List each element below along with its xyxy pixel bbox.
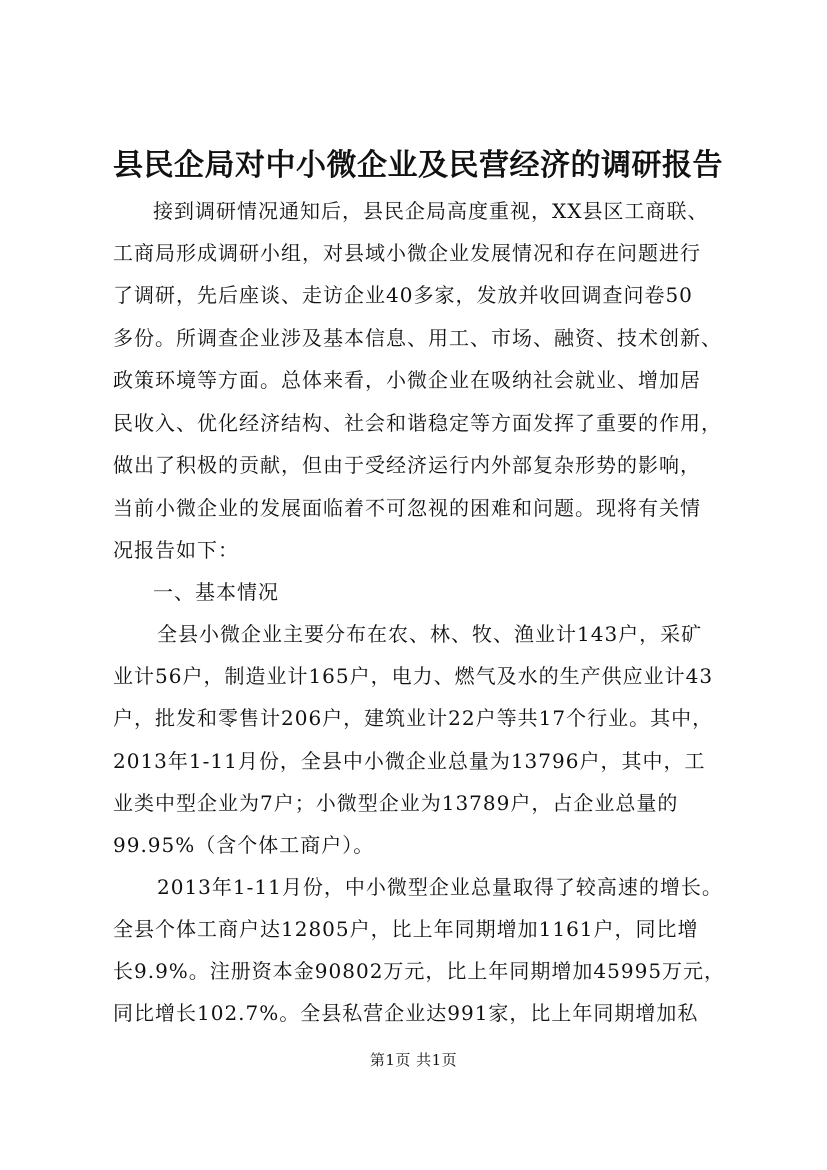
body-line: 全县个体工商户达12805户，比上年同期增加1161户，同比增 xyxy=(113,917,699,941)
body-line: 政策环境等方面。总体来看，小微企业在吸纳社会就业、增加居 xyxy=(113,368,701,392)
body-line: 当前小微企业的发展面临着不可忽视的困难和问题。现将有关情 xyxy=(113,496,701,520)
body-line: 2013年1-11月份，全县中小微企业总量为13796户，其中，工 xyxy=(113,749,706,773)
body-line: 2013年1-11月份，中小微型企业总量取得了较高速的增长。 xyxy=(157,875,723,899)
body-line: 同比增长102.7%。全县私营企业达991家，比上年同期增加私 xyxy=(113,1001,699,1025)
body-line: 了调研，先后座谈、走访企业40多家，发放并收回调查问卷50 xyxy=(113,283,693,307)
body-line: 接到调研情况通知后，县民企局高度重视，XX县区工商联、 xyxy=(153,199,709,223)
body-line: 户，批发和零售计206户，建筑业计22户等共17个行业。其中， xyxy=(113,706,714,730)
body-line: 工商局形成调研小组，对县域小微企业发展情况和存在问题进行 xyxy=(113,241,701,265)
body-line: 做出了积极的贡献，但由于受经济运行内外部复杂形势的影响， xyxy=(113,453,701,477)
body-line: 全县小微企业主要分布在农、林、牧、渔业计143户，采矿 xyxy=(157,622,703,646)
body-line: 业类中型企业为7户；小微型企业为13789户，占企业总量的 xyxy=(113,791,679,815)
body-line: 长9.9%。注册资本金90802万元，比上年同期增加45995万元， xyxy=(113,959,726,983)
page-number: 第1页 共1页 xyxy=(369,1051,458,1069)
body-line: 多份。所调查企业涉及基本信息、用工、市场、融资、技术创新、 xyxy=(113,326,722,350)
body-line: 99.95%（含个体工商户）。 xyxy=(113,833,375,857)
body-line: 民收入、优化经济结构、社会和谐稳定等方面发挥了重要的作用， xyxy=(113,411,722,435)
body-line: 业计56户，制造业计165户，电力、燃气及水的生产供应业计43 xyxy=(113,664,714,688)
document-title: 县民企局对中小微企业及民营经济的调研报告 xyxy=(113,148,723,183)
body-line: 况报告如下： xyxy=(113,538,239,562)
section-heading: 一、基本情况 xyxy=(153,580,279,604)
